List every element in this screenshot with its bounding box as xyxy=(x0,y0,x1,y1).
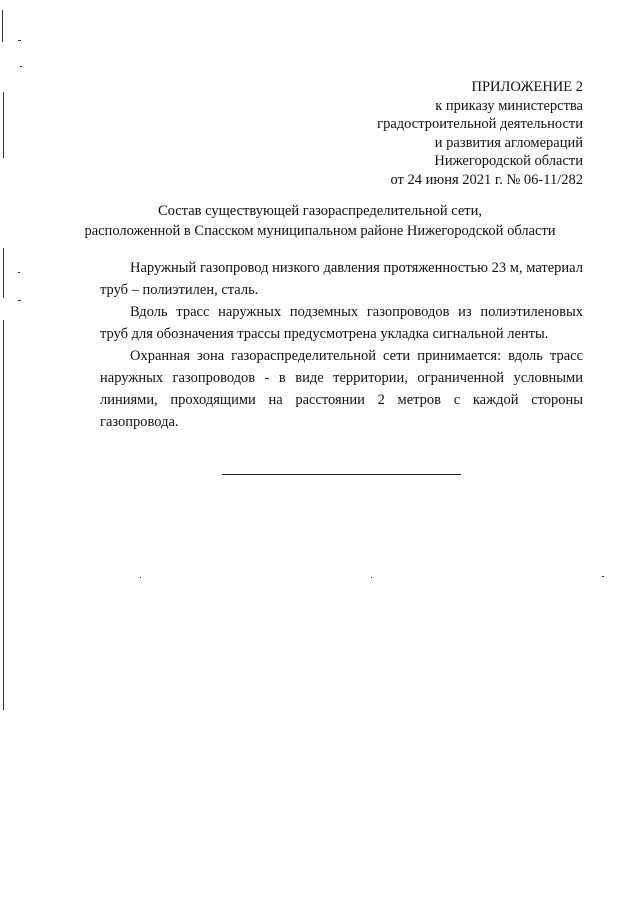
order-date-number: от 24 июня 2021 г. № 06-11/282 xyxy=(390,171,583,188)
document-body xyxy=(100,257,583,433)
scan-edge-mark xyxy=(18,40,21,41)
appendix-ref-line: Нижегородской области xyxy=(434,153,583,169)
scan-edge-mark xyxy=(3,320,4,710)
scan-edge-mark xyxy=(3,92,4,158)
scan-edge-mark xyxy=(20,66,22,67)
appendix-ref-line: и развития агломераций xyxy=(434,134,583,151)
title-line: расположенной в Спасском муниципальном районе Нижегородской области xyxy=(84,223,556,239)
scan-edge-mark xyxy=(18,272,20,273)
body-paragraph: Вдоль трасс наружных подземных газопроводов из полиэтиленовых труб для обозначения трассы предусмотрена укладка сигнальной ленты. xyxy=(100,304,583,342)
scan-edge-mark xyxy=(2,10,3,42)
body-paragraph: Охранная зона газораспределительной сети принимается: вдоль трасс наружных газопроводов - в виде территории, ограниченной условными линиями, проходящими на расстоянии 2 метров с каждой стороны газопровода. xyxy=(100,348,583,430)
end-divider-line xyxy=(222,474,461,475)
appendix-header xyxy=(377,78,583,189)
appendix-ref-line: к приказу министерства xyxy=(435,97,583,114)
appendix-ref-line: градостроительной деятельности xyxy=(377,116,583,132)
scan-edge-mark xyxy=(3,248,4,298)
body-paragraph: Наружный газопровод низкого давления протяженностью 23 м, материал труб – полиэтилен, сталь. xyxy=(100,260,583,298)
document-title xyxy=(0,201,640,241)
scan-edge-mark xyxy=(18,300,21,301)
scan-edge-mark xyxy=(140,577,141,578)
appendix-number: ПРИЛОЖЕНИЕ 2 xyxy=(471,79,583,95)
title-line: Состав существующей газораспределительной сети, xyxy=(157,203,483,219)
scan-edge-mark xyxy=(371,577,372,578)
scan-edge-mark xyxy=(602,576,604,577)
